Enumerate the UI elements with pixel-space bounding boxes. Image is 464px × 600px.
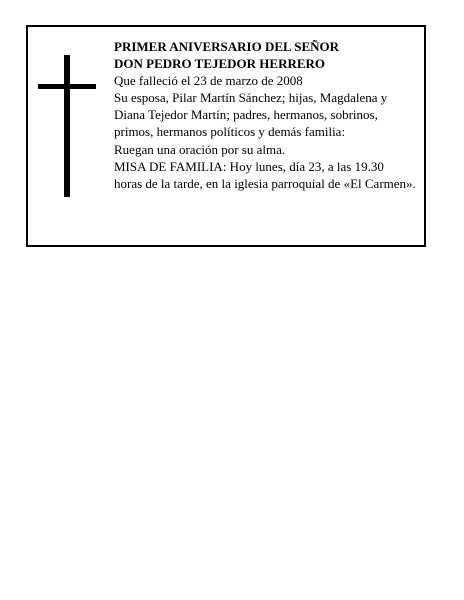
mass-line-1: MISA DE FAMILIA: Hoy lunes, día 23, a las 19.30 <box>114 158 384 174</box>
notice-text <box>114 38 444 192</box>
family-line-1: Su esposa, Pilar Martín Sánchez; hijas, Magdalena y <box>114 90 388 106</box>
notice-heading-line-1: PRIMER ANIVERSARIO DEL SEÑOR <box>114 39 340 54</box>
family-line-3: primos, hermanos políticos y demás familia: <box>114 124 346 140</box>
death-date-line: Que falleció el 23 de marzo de 2008 <box>114 73 303 89</box>
cross-vertical-bar <box>64 55 70 197</box>
prayer-line: Ruegan una oración por su alma. <box>114 141 286 157</box>
family-line-2: Diana Tejedor Martín; padres, hermanos, sobrinos, <box>114 107 378 123</box>
cross-horizontal-bar <box>38 84 96 89</box>
notice-heading-line-2: DON PEDRO TEJEDOR HERRERO <box>114 56 326 72</box>
mass-line-2: horas de la tarde, en la iglesia parroquial de «El Carmen». <box>114 175 416 191</box>
